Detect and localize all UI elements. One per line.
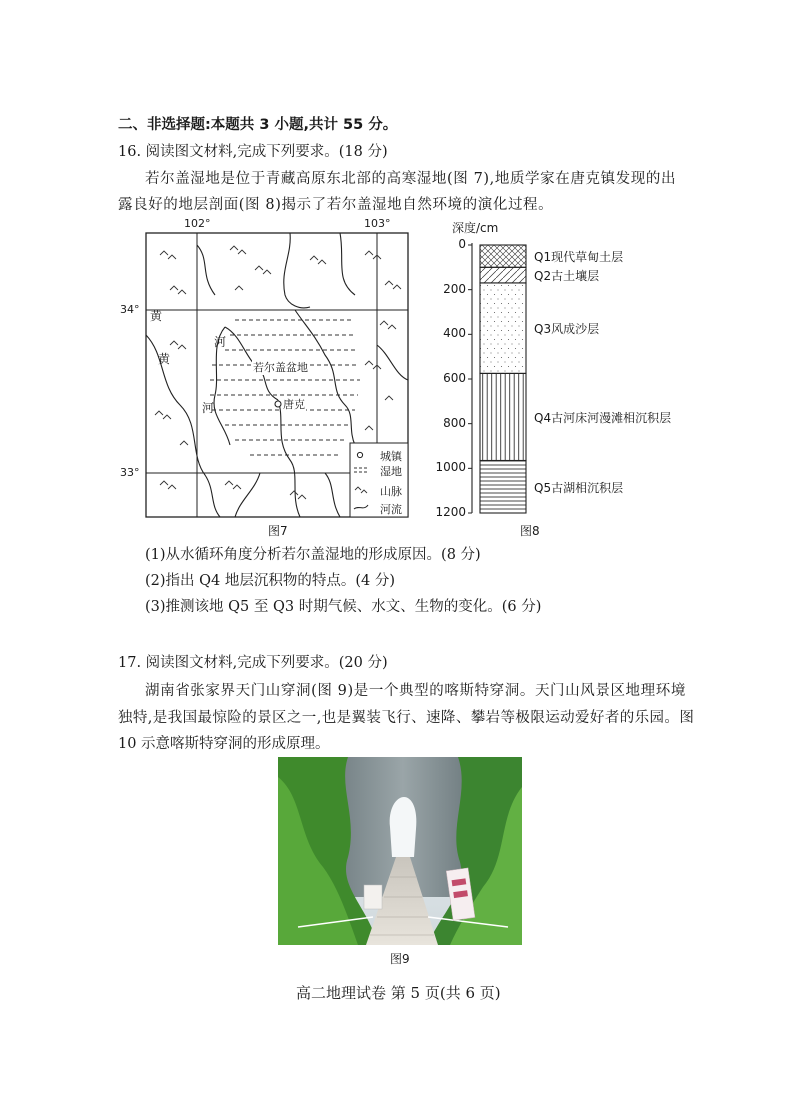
- legend-mountain-label: 山脉: [380, 485, 402, 498]
- q16-sub2: (2)指出 Q4 地层沉积物的特点。(4 分): [145, 573, 396, 589]
- town-label: 唐克: [283, 398, 305, 411]
- strata-layer-label: Q3风成沙层: [534, 322, 600, 337]
- strata-layer: [480, 283, 526, 373]
- depth-tick-label: 400: [443, 326, 466, 341]
- tianmen-cave-illustration: [278, 757, 522, 945]
- q16-sub1: (1)从水循环角度分析若尔盖湿地的形成原因。(8 分): [145, 547, 481, 563]
- strata-layer: [480, 461, 526, 513]
- depth-tick-label: 200: [443, 281, 466, 296]
- depth-tick-label: 0: [458, 237, 466, 251]
- legend-river-label: 河流: [380, 503, 402, 516]
- q16-sub3: (3)推测该地 Q5 至 Q3 时期气候、水文、生物的变化。(6 分): [145, 599, 542, 615]
- longitude-103-label: 103°: [364, 217, 391, 230]
- river-label-he-2: 河: [202, 401, 215, 415]
- depth-tick-label: 800: [443, 415, 466, 430]
- section-title: 二、非选择题:本题共 3 小题,共计 55 分。: [118, 117, 398, 133]
- q17-paragraph-line2: 独特,是我国最惊险的景区之一,也是翼装飞行、速降、攀岩等极限运动爱好者的乐园。图: [118, 710, 695, 726]
- figure7-caption: 图7: [268, 524, 288, 538]
- river-label-he-1: 河: [214, 335, 227, 349]
- strata-layer: [480, 267, 526, 283]
- strata-layer-label: Q2古土壤层: [534, 269, 600, 284]
- q17-paragraph-line1: 湖南省张家界天门山穿洞(图 9)是一个典型的喀斯特穿洞。天门山风景区地理环境: [145, 683, 686, 699]
- q16-paragraph-line2: 露良好的地层剖面(图 8)揭示了若尔盖湿地自然环境的演化过程。: [118, 197, 554, 213]
- q17-paragraph-line3: 10 示意喀斯特穿洞的形成原理。: [118, 736, 330, 752]
- figure9-photo: [278, 757, 522, 945]
- strata-layer: [480, 245, 526, 267]
- figure9-caption: 图9: [390, 952, 410, 966]
- latitude-34-label: 34°: [120, 303, 140, 316]
- figure8-caption: 图8: [520, 524, 540, 538]
- legend-wetland-label: 湿地: [380, 465, 402, 478]
- latitude-33-label: 33°: [120, 466, 140, 479]
- depth-axis-title: 深度/cm: [452, 221, 499, 235]
- strata-layer-label: Q5古湖相沉积层: [534, 480, 624, 495]
- longitude-102-label: 102°: [184, 217, 211, 230]
- q17-heading: 17. 阅读图文材料,完成下列要求。(20 分): [118, 655, 388, 671]
- depth-tick-label: 1200: [435, 505, 466, 519]
- strata-layer-label: Q1现代草甸土层: [534, 250, 624, 265]
- legend-town-label: 城镇: [380, 450, 402, 463]
- strata-layer: [480, 373, 526, 460]
- river-label-huang-2: 黄: [158, 352, 171, 366]
- page-footer: 高二地理试卷 第 5 页(共 6 页): [296, 984, 501, 1002]
- figure8-column: [435, 215, 700, 525]
- strata-layer-label: Q4古河床河漫滩相沉积层: [534, 410, 672, 425]
- figure7-map: [120, 215, 420, 525]
- q16-paragraph-line1: 若尔盖湿地是位于青藏高原东北部的高寒湿地(图 7),地质学家在唐克镇发现的出: [145, 171, 677, 187]
- basin-label: 若尔盖盆地: [253, 361, 308, 374]
- river-label-huang-1: 黄: [150, 309, 163, 323]
- depth-tick-label: 600: [443, 371, 466, 385]
- depth-tick-label: 1000: [435, 460, 466, 475]
- q16-heading: 16. 阅读图文材料,完成下列要求。(18 分): [118, 144, 388, 160]
